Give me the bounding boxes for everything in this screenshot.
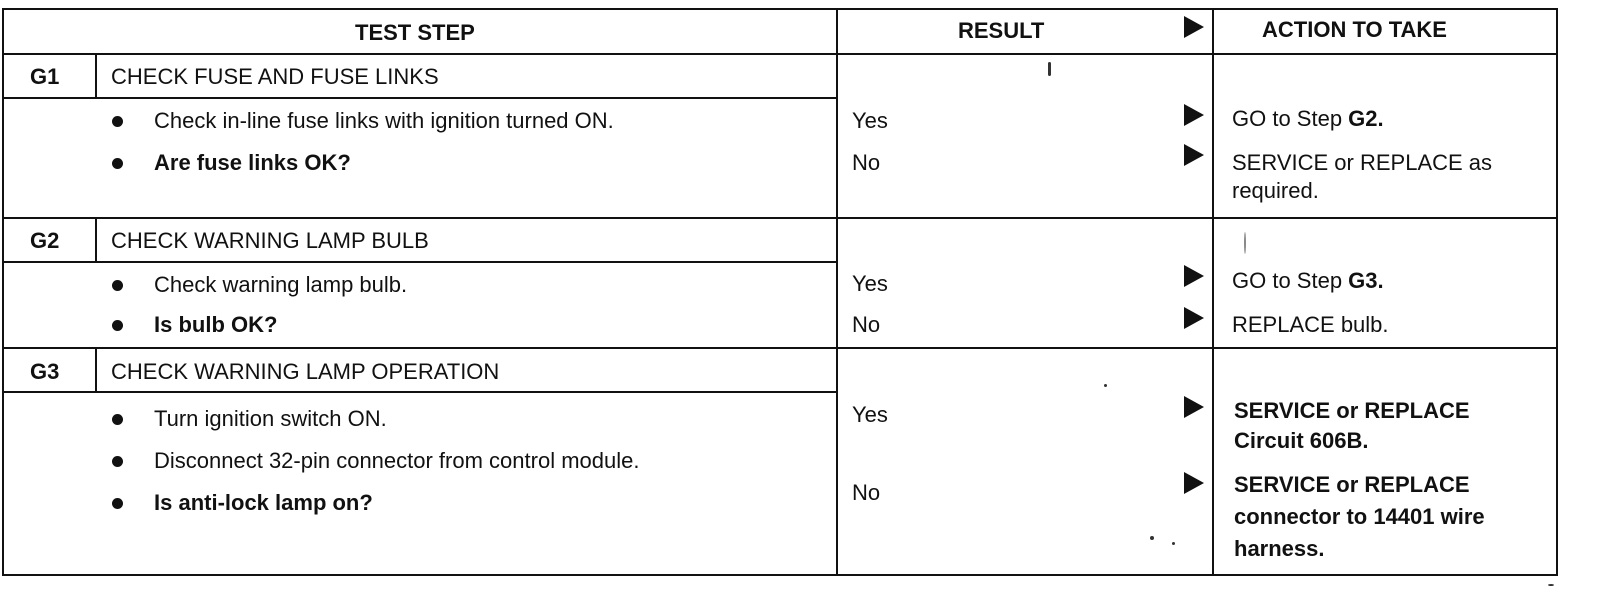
g2-action-yes-step: G3: [1348, 268, 1378, 293]
table-border-bottom: [2, 574, 1558, 576]
step-title-g1: CHECK FUSE AND FUSE LINKS: [111, 64, 439, 89]
header-arrow-icon: [1184, 16, 1204, 38]
g3-title-underline: [2, 391, 838, 393]
result-arrow-icon: [1184, 144, 1204, 166]
g3-instruction-1: Turn ignition switch ON.: [154, 406, 387, 431]
step-id-divider-g2: [95, 219, 97, 263]
g3-instruction-3: Is anti-lock lamp on?: [154, 490, 373, 515]
header-result: RESULT: [958, 18, 1045, 43]
result-arrow-icon: [1184, 265, 1204, 287]
g1-action-yes: [1232, 106, 1384, 132]
g2-action-yes-prefix: GO to Step: [1232, 268, 1349, 293]
step-separator-g1-g2: [2, 217, 1558, 219]
g1-result-no: No: [852, 150, 881, 175]
bullet-icon: [112, 414, 123, 425]
g3-result-no: No: [852, 480, 881, 505]
scan-speck: [1150, 536, 1154, 540]
g2-instruction-2: Is bulb OK?: [154, 312, 278, 337]
result-arrow-icon: [1184, 396, 1204, 418]
bullet-icon: [112, 158, 123, 169]
scan-speck: [1104, 384, 1107, 387]
g3-action-no-line2: connector to 14401 wire: [1234, 504, 1485, 529]
g2-action-no: REPLACE bulb.: [1232, 312, 1389, 337]
header-action: ACTION TO TAKE: [1262, 17, 1447, 42]
column-divider-result: [836, 8, 838, 576]
g1-action-no-line2: required.: [1232, 178, 1319, 203]
step-id-g1: G1: [30, 64, 60, 89]
g3-action-yes-line1: SERVICE or REPLACE: [1234, 398, 1470, 423]
g1-instruction-2: Are fuse links OK?: [154, 150, 351, 175]
header-underline: [2, 53, 1558, 55]
g1-action-yes-prefix: GO to Step: [1232, 106, 1349, 131]
result-arrow-icon: [1184, 472, 1204, 494]
bullet-icon: [112, 280, 123, 291]
step-id-g3: G3: [30, 359, 60, 384]
table-border-left: [2, 8, 4, 576]
result-arrow-icon: [1184, 307, 1204, 329]
g3-action-no-line1: SERVICE or REPLACE: [1234, 472, 1470, 497]
step-title-g2: CHECK WARNING LAMP BULB: [111, 228, 429, 253]
g1-result-yes: Yes: [852, 108, 888, 133]
g3-result-yes: Yes: [852, 402, 888, 427]
scan-speck: [1048, 62, 1051, 76]
bullet-icon: [112, 456, 123, 467]
g2-instruction-1: Check warning lamp bulb.: [154, 272, 408, 297]
column-divider-action: [1212, 8, 1214, 576]
scan-speck: [1244, 232, 1246, 254]
g3-action-no-line3: harness.: [1234, 536, 1325, 561]
g1-title-underline: [2, 97, 838, 99]
header-test-step: TEST STEP: [355, 20, 475, 45]
step-id-g2: G2: [30, 228, 60, 253]
bullet-icon: [112, 320, 123, 331]
bullet-icon: [112, 116, 123, 127]
table-border-top: [2, 8, 1558, 10]
table-border-right: [1556, 8, 1558, 576]
g1-action-yes-suffix: .: [1377, 106, 1384, 131]
g2-result-yes: Yes: [852, 271, 888, 296]
step-separator-g2-g3: [2, 347, 1558, 349]
g3-action-yes-line2: Circuit 606B.: [1234, 428, 1369, 453]
g1-instruction-1: Check in-line fuse links with ignition turned ON.: [154, 108, 614, 133]
step-id-divider-g3: [95, 349, 97, 393]
scan-speck: [1548, 584, 1554, 586]
g2-action-yes: [1232, 268, 1384, 294]
bullet-icon: [112, 498, 123, 509]
scan-speck: [1172, 542, 1175, 545]
g2-action-yes-suffix: .: [1377, 268, 1384, 293]
g1-action-no-line1: SERVICE or REPLACE as: [1232, 150, 1493, 175]
result-arrow-icon: [1184, 104, 1204, 126]
g2-title-underline: [2, 261, 838, 263]
step-title-g3: CHECK WARNING LAMP OPERATION: [111, 359, 500, 384]
g1-action-yes-step: G2: [1348, 106, 1378, 131]
g3-instruction-2: Disconnect 32-pin connector from control module.: [154, 448, 640, 473]
step-id-divider-g1: [95, 55, 97, 99]
g2-result-no: No: [852, 312, 881, 337]
